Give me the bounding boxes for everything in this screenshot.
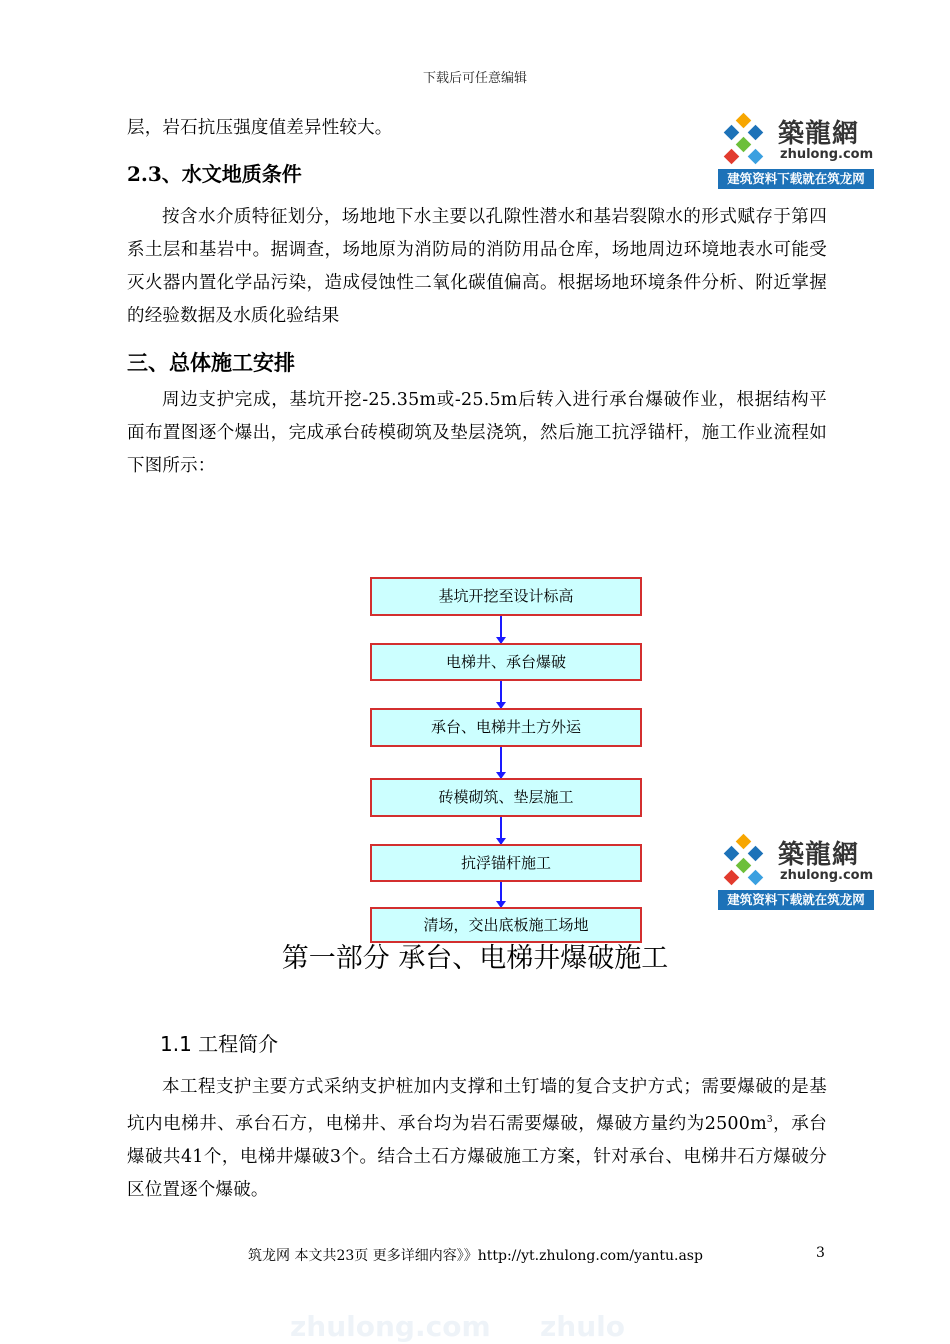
heading-project-intro: 1.1 工程简介 (160, 1032, 279, 1056)
flow-step-anchors: 抗浮锚杆施工 (370, 844, 642, 882)
logo-domain: zhulong.com (780, 147, 874, 162)
flow-arrow (500, 681, 502, 708)
flow-step-blasting: 电梯井、承台爆破 (370, 643, 642, 681)
flow-arrow (500, 616, 502, 643)
header-note: 下载后可任意编辑 (422, 71, 527, 86)
paragraph-construction-sequence: 周边支护完成，基坑开挖-25.35m或-25.5m后转入进行承台爆破作业，根据结构平面布置图逐个爆出，完成承台砖模砌筑及垫层浇筑，然后施工抗浮锚杆，施工作业流程如下图所示： (127, 390, 827, 476)
logo-slogan: 建筑资料下载就在筑龙网 (718, 169, 874, 189)
paragraph-project-intro: 本工程支护主要方式采纳支护桩加内支撑和土钉墙的复合支护方式；需要爆破的是基坑内电梯井、承台石方，电梯井、承台均为岩石需要爆破，爆破方量约为$2500m^3$，承台爆破共41个，电梯井爆破3个。结合土石方爆破施工方案，针对承台、电梯井石方爆破分区位置逐个爆破。 (127, 1077, 827, 1200)
footer-text: 筑龙网 本文共23页 更多详细内容》》http://yt.zhulong.com/yantu.asp (248, 1248, 703, 1264)
paragraph-rock-strength: 层，岩石抗压强度值差异性较大。 (127, 118, 393, 138)
flow-step-brick-formwork: 砖模砌筑、垫层施工 (370, 778, 642, 817)
flow-arrow (500, 817, 502, 844)
page-number: 3 (816, 1245, 825, 1261)
logo-slogan: 建筑资料下载就在筑龙网 (718, 890, 874, 910)
flow-step-excavation: 基坑开挖至设计标高 (370, 577, 642, 616)
flow-step-handover: 清场，交出底板施工场地 (370, 907, 642, 943)
watermark-text: zhulong.com (290, 1310, 491, 1343)
watermark-text: zhulo (540, 1310, 625, 1343)
logo-name: 築龍網 (778, 119, 860, 149)
heading-overall-arrangement: 三、总体施工安排 (127, 351, 295, 375)
flow-arrow (500, 747, 502, 778)
logo-domain: zhulong.com (780, 868, 874, 883)
zhulong-logo (718, 832, 874, 910)
heading-hydrogeology: 2.3、水文地质条件 (127, 162, 302, 186)
paragraph-groundwater: 按含水介质特征划分，场地地下水主要以孔隙性潜水和基岩裂隙水的形式赋存于第四系土层和基岩中。据调查，场地原为消防局的消防用品仓库，场地周边环境地表水可能受灭火器内置化学品污染，造成侵蚀性二氧化碳值偏高。根据场地环境条件分析、附近掌握的经验数据及水质化验结果 (127, 207, 827, 326)
flow-step-earth-removal: 承台、电梯井土方外运 (370, 708, 642, 747)
flow-arrow (500, 882, 502, 907)
zhulong-logo (718, 111, 874, 189)
logo-name: 築龍網 (778, 840, 860, 870)
part-title: 第一部分 承台、电梯井爆破施工 (281, 943, 669, 974)
